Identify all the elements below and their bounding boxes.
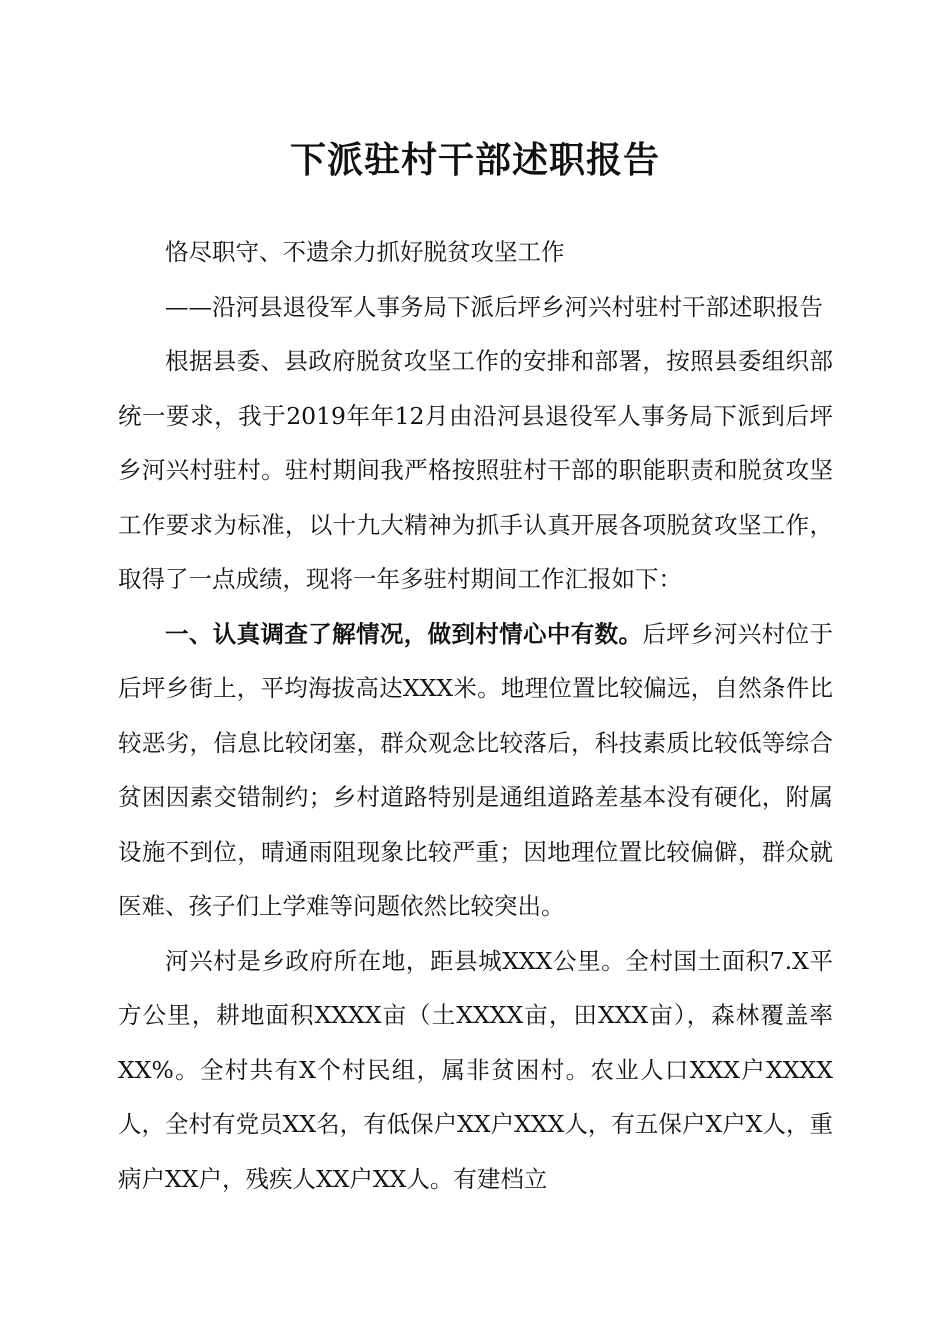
section-one-heading: 一、认真调查了解情况，做到村情心中有数。 <box>165 619 643 648</box>
section-one-text: 后坪乡河兴村位于后坪乡街上，平均海拔高达XXX米。地理位置比较偏远，自然条件比较恶劣，信息比较闭塞，群众观念比较落后，科技素质比较低等综合贫困因素交错制约；乡村道路特别是通组道路差基本没有硬化，附属设施不到位，晴通雨阻现象比较严重；因地理位置比较偏僻，群众就医难、孩子们上学难等问题依然比较突出。 <box>118 619 834 920</box>
paragraph-village-profile: 河兴村是乡政府所在地，距县城XXX公里。全村国土面积7.X平方公里，耕地面积XXXX亩（土XXXX亩，田XXX亩），森林覆盖率XX%。全村共有X个村民组，属非贫困村。农业人口XXX户XXXX人，全村有党员XX名，有低保户XX户XXX人，有五保户X户X人，重病户XX户，残疾人XX户XX人。有建档立 <box>118 946 833 1193</box>
subtitle-sub: ——沿河县退役军人事务局下派后坪乡河兴村驻村干部述职报告 <box>165 292 823 321</box>
subtitle-main: 恪尽职守、不遗余力抓好脱贫攻坚工作 <box>165 238 565 266</box>
document-body <box>118 225 833 1206</box>
document-title: 下派驻村干部述职报告 <box>289 139 660 181</box>
paragraph-section-one <box>118 607 833 934</box>
paragraph-intro: 根据县委、县政府脱贫攻坚工作的安排和部署，按照县委组织部统一要求，我于2019年年12月由沿河县退役军人事务局下派到后坪乡河兴村驻村。驻村期间我严格按照驻村干部的职能职责和脱贫攻坚工作要求为标准，以十九大精神为抓手认真开展各项脱贫攻坚工作，取得了一点成绩，现将一年多驻村期间工作汇报如下： <box>118 347 833 593</box>
